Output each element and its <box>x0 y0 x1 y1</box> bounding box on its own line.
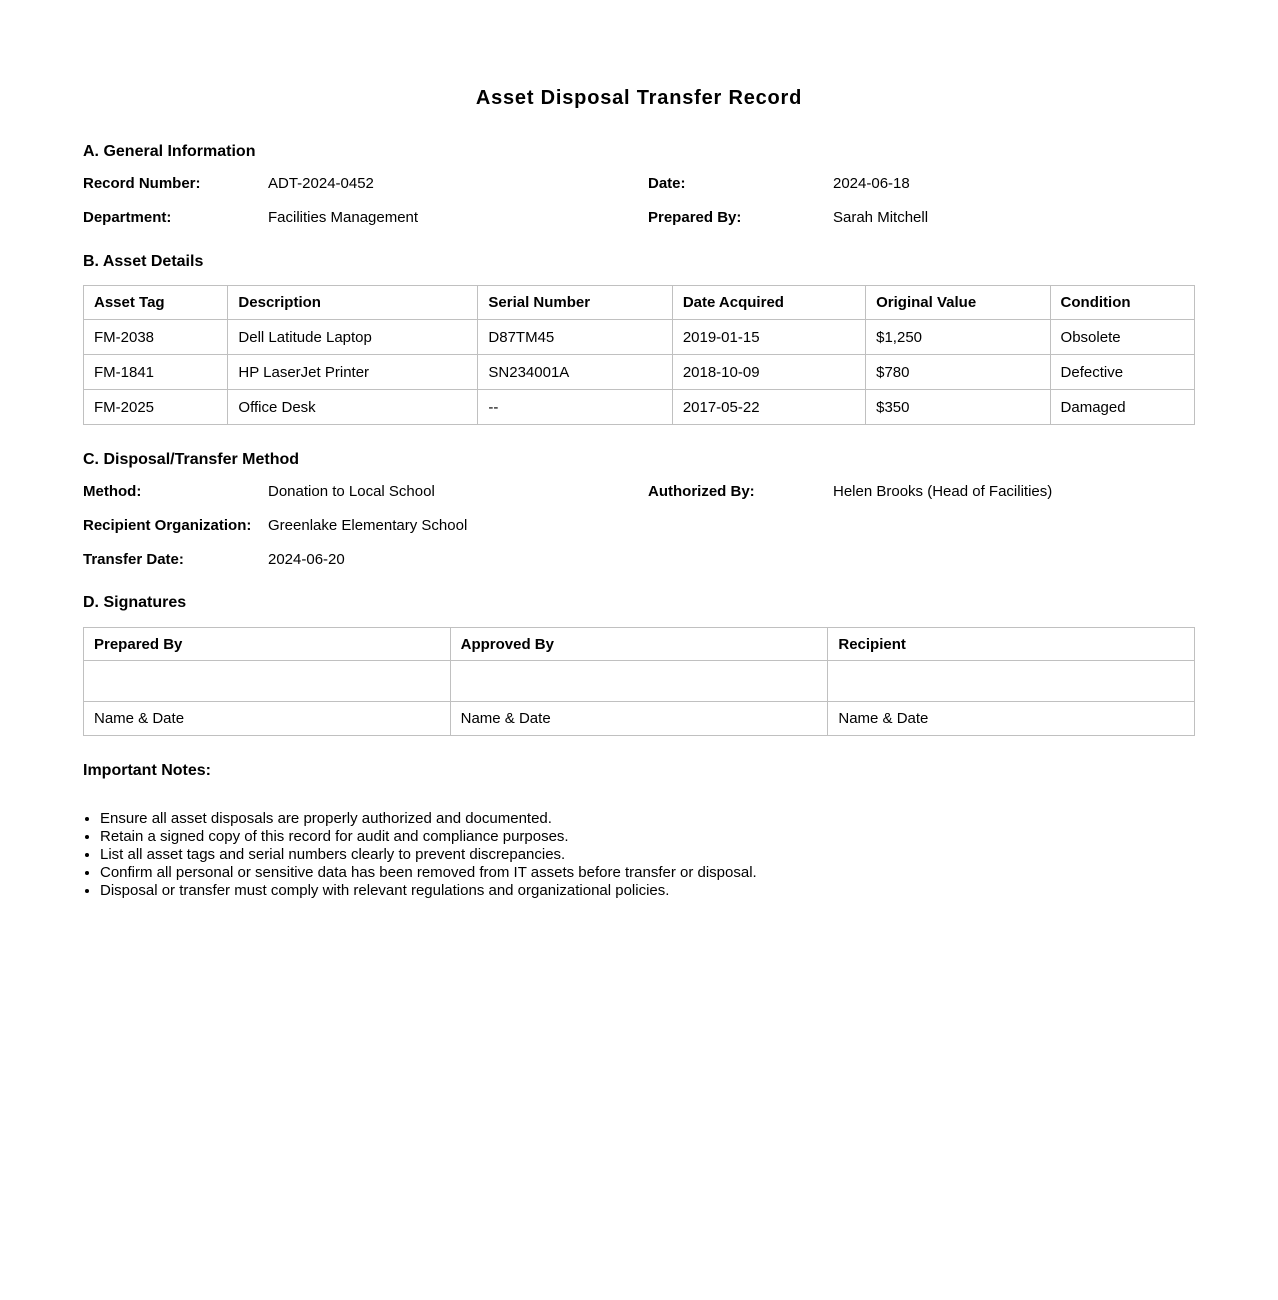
cell-serial-number: D87TM45 <box>478 320 672 355</box>
signatures-table <box>83 627 1195 736</box>
general-information-fields <box>83 166 1195 234</box>
cell-date-acquired: 2019-01-15 <box>672 320 865 355</box>
field-row <box>83 200 1195 234</box>
column-header-serial-number: Serial Number <box>478 286 672 320</box>
cell-condition: Obsolete <box>1050 320 1194 355</box>
signature-space-cell <box>450 661 828 702</box>
field-label: Method: <box>83 482 142 500</box>
cell-description: Office Desk <box>228 390 478 425</box>
disposal-method-fields <box>83 474 1195 576</box>
cell-asset-tag: FM-2038 <box>84 320 228 355</box>
field-label: Authorized By: <box>648 482 755 500</box>
column-header-approved-by: Approved By <box>450 628 828 661</box>
field-value: Helen Brooks (Head of Facilities) <box>833 482 1053 500</box>
field-row <box>83 508 1195 542</box>
field-authorized-by <box>648 483 1052 500</box>
section-heading-general-information: A. General Information <box>83 143 256 160</box>
name-date-cell: Name & Date <box>84 702 451 736</box>
field-value: 2024-06-18 <box>833 174 910 192</box>
field-value: Sarah Mitchell <box>833 208 929 226</box>
field-method <box>83 483 648 500</box>
cell-date-acquired: 2017-05-22 <box>672 390 865 425</box>
important-notes-heading: Important Notes: <box>83 762 211 779</box>
cell-asset-tag: FM-2025 <box>84 390 228 425</box>
field-record-number <box>83 175 648 192</box>
field-value: 2024-06-20 <box>268 550 345 568</box>
asset-table-row <box>84 390 1195 425</box>
cell-condition: Damaged <box>1050 390 1194 425</box>
field-value: ADT-2024-0452 <box>268 174 374 192</box>
signature-space-cell <box>84 661 451 702</box>
cell-date-acquired: 2018-10-09 <box>672 355 865 390</box>
note-item: • Disposal or transfer must comply with relevant regulations and organizational policies. <box>100 882 1195 900</box>
column-header-recipient: Recipient <box>828 628 1195 661</box>
asset-details-table <box>83 285 1195 425</box>
field-value: Greenlake Elementary School <box>268 516 468 534</box>
cell-description: HP LaserJet Printer <box>228 355 478 390</box>
asset-table-row <box>84 355 1195 390</box>
asset-table-row <box>84 320 1195 355</box>
asset-table-header-row <box>84 286 1195 320</box>
column-header-condition: Condition <box>1050 286 1194 320</box>
field-label: Record Number: <box>83 174 201 192</box>
field-value: Facilities Management <box>268 208 419 226</box>
note-item: • List all asset tags and serial numbers clearly to prevent discrepancies. <box>100 846 1195 864</box>
section-heading-disposal-method: C. Disposal/Transfer Method <box>83 451 300 468</box>
field-department <box>83 209 648 226</box>
field-label: Recipient Organization: <box>83 516 252 534</box>
section-heading-signatures: D. Signatures <box>83 594 187 611</box>
field-label: Date: <box>648 174 686 192</box>
cell-original-value: $780 <box>866 355 1050 390</box>
signatures-header-row <box>84 628 1195 661</box>
name-date-cell: Name & Date <box>828 702 1195 736</box>
cell-description: Dell Latitude Laptop <box>228 320 478 355</box>
field-row <box>83 166 1195 200</box>
cell-original-value: $350 <box>866 390 1050 425</box>
field-label: Prepared By: <box>648 208 742 226</box>
column-header-description: Description <box>228 286 478 320</box>
field-label: Transfer Date: <box>83 550 184 568</box>
note-item: • Retain a signed copy of this record for audit and compliance purposes. <box>100 828 1195 846</box>
field-label: Department: <box>83 208 172 226</box>
column-header-original-value: Original Value <box>866 286 1050 320</box>
field-prepared-by <box>648 209 928 226</box>
field-transfer-date <box>83 551 345 568</box>
field-date <box>648 175 910 192</box>
note-item: • Ensure all asset disposals are properly authorized and documented. <box>100 810 1195 828</box>
document-title: Asset Disposal Transfer Record <box>475 87 803 109</box>
field-value: Donation to Local School <box>268 482 435 500</box>
signature-space-cell <box>828 661 1195 702</box>
name-date-cell: Name & Date <box>450 702 828 736</box>
important-notes-list <box>83 810 1195 900</box>
column-header-date-acquired: Date Acquired <box>672 286 865 320</box>
column-header-prepared-by: Prepared By <box>84 628 451 661</box>
cell-serial-number: -- <box>478 390 672 425</box>
field-recipient-organization <box>83 517 467 534</box>
signature-space-row <box>84 661 1195 702</box>
section-heading-asset-details: B. Asset Details <box>83 253 204 270</box>
cell-serial-number: SN234001A <box>478 355 672 390</box>
cell-asset-tag: FM-1841 <box>84 355 228 390</box>
column-header-asset-tag: Asset Tag <box>84 286 228 320</box>
cell-condition: Defective <box>1050 355 1194 390</box>
field-row <box>83 474 1195 508</box>
field-row <box>83 542 1195 576</box>
name-date-row <box>84 702 1195 736</box>
note-item: • Confirm all personal or sensitive data has been removed from IT assets before transfer or disposal. <box>100 864 1195 882</box>
cell-original-value: $1,250 <box>866 320 1050 355</box>
